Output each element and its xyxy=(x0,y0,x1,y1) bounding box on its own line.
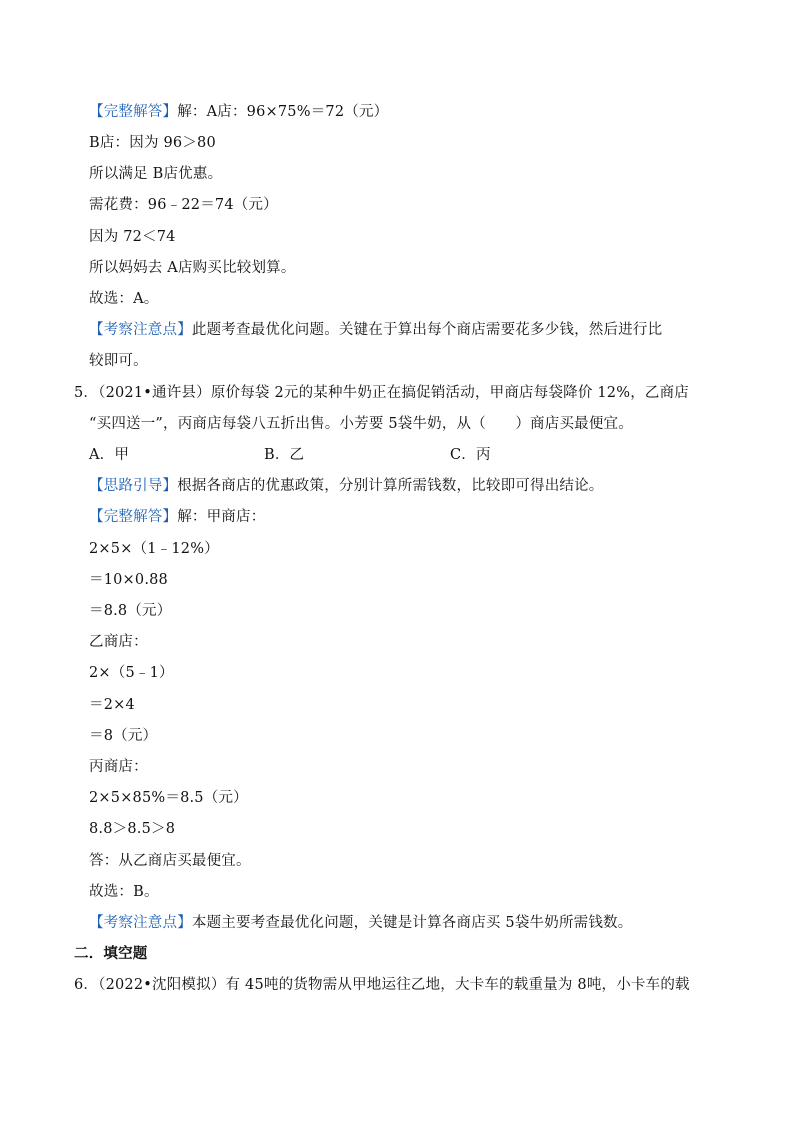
q4-line-satisfy: 所以满足 B店优惠。 xyxy=(89,166,223,182)
q4-line-conclusion: 所以妈妈去 A店购买比较划算。 xyxy=(89,260,296,276)
notes-tag: 【考察注意点】 xyxy=(89,322,192,338)
q5-option-b: B．乙 xyxy=(264,447,305,463)
q4-notes-body: 此题考查最优化问题。关键在于算出每个商店需要花多少钱，然后进行比 xyxy=(191,322,663,338)
q5-step: 答：从乙商店买最便宜。 xyxy=(89,853,251,869)
section-heading: 二．填空题 xyxy=(74,945,148,962)
q5-step: 故选：B。 xyxy=(89,884,159,900)
q5-step: 2×5×85%＝8.5（元） xyxy=(89,790,248,806)
q5-step: ＝8.8（元） xyxy=(89,603,172,619)
q5-hint-body: 根据各商店的优惠政策，分别计算所需钱数，比较即可得出结论。 xyxy=(177,478,604,494)
q5-notes-body: 本题主要考查最优化问题，关键是计算各商店买 5袋牛奶所需钱数。 xyxy=(191,915,633,931)
q5-step: ＝8（元） xyxy=(89,728,158,744)
q5-notes-line xyxy=(89,913,632,933)
q5-option-c: C．丙 xyxy=(450,447,491,463)
complete-answer-tag: 【完整解答】 xyxy=(89,509,178,525)
q5-options xyxy=(89,445,589,465)
q4-notes-line xyxy=(89,320,662,340)
q5-step: 2×（5﹣1） xyxy=(89,665,174,681)
q5-answer-body: 解：甲商店： xyxy=(177,509,266,525)
q4-answer-body: 解：A店：96×75%＝72（元） xyxy=(177,104,389,120)
q5-step: 乙商店： xyxy=(89,634,148,650)
q4-line-cost: 需花费：96﹣22＝74（元） xyxy=(89,197,278,213)
q5-stem-line2: “买四送一”，丙商店每袋八五折出售。小芳要 5袋牛奶，从（ ）商店买最便宜。 xyxy=(89,416,633,432)
q4-notes-cont: 较即可。 xyxy=(89,353,148,369)
q5-stem-line1: 5．（2021•通许县）原价每袋 2元的某种牛奶正在搞促销活动，甲商店每袋降价 12%，乙商店 xyxy=(74,385,689,401)
q5-step: 2×5×（1﹣12%） xyxy=(89,541,219,557)
q4-line-b: B店：因为 96＞80 xyxy=(89,135,216,151)
q5-step: ＝2×4 xyxy=(89,697,135,713)
q5-option-a: A．甲 xyxy=(89,447,130,463)
q5-step: 丙商店： xyxy=(89,759,148,775)
q5-hint-line xyxy=(89,476,604,496)
q5-step: 8.8＞8.5＞8 xyxy=(89,821,176,837)
q4-answer-line xyxy=(89,102,388,122)
notes-tag: 【考察注意点】 xyxy=(89,915,192,931)
q4-line-choice: 故选：A。 xyxy=(89,291,159,307)
hint-tag: 【思路引导】 xyxy=(89,478,178,494)
q5-step: ＝10×0.88 xyxy=(89,572,168,588)
complete-answer-tag: 【完整解答】 xyxy=(89,104,178,120)
q5-answer-line xyxy=(89,507,265,527)
q4-line-compare: 因为 72＜74 xyxy=(89,229,176,245)
q6-stem-line1: 6．（2022•沈阳模拟）有 45吨的货物需从甲地运往乙地，大卡车的载重量为 8吨，小卡车的载 xyxy=(74,977,690,993)
